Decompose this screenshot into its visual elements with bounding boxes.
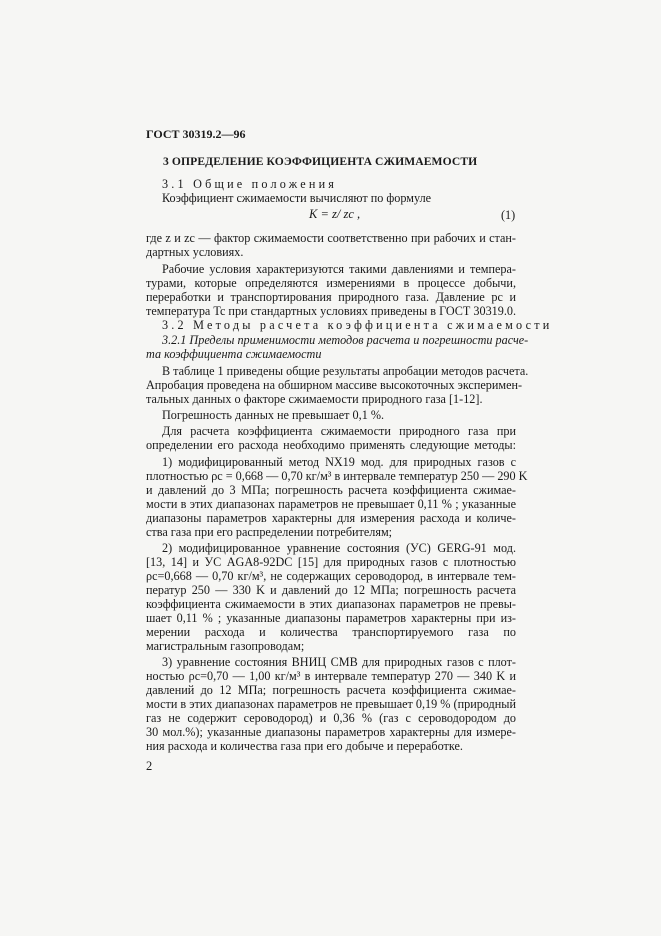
subsection-heading-3-1: 3.1 Общие положения: [162, 177, 338, 191]
paragraph-line: Погрешность данных не превышает 0,1 %.: [162, 408, 385, 422]
list-item-line: шает 0,11 % ; указанные диапазоны параметров характерны при из-: [146, 611, 516, 625]
list-item-line: давлений до 12 МПа; погрешность расчета коэффициента сжимае-: [146, 683, 516, 697]
section-title: 3 ОПРЕДЕЛЕНИЕ КОЭФФИЦИЕНТА СЖИМАЕМОСТИ: [163, 155, 478, 168]
list-item-line: мости в этих диапазонах параметров не превышает 0,19 % (природный: [146, 697, 516, 711]
subsubsection-heading: та коэффициента сжимаемости: [146, 347, 322, 361]
list-item-line: мости в этих диапазонах параметров не превышает 0,11 % ; указанные: [146, 497, 516, 511]
paragraph-line: Рабочие условия характеризуются такими давлениями и темпера-: [162, 262, 516, 276]
subsection-heading-3-2: 3.2 Методы расчета коэффициента сжимаемости: [162, 318, 553, 332]
subsubsection-heading: 3.2.1 Пределы применимости методов расчета и погрешности расче-: [162, 333, 529, 347]
paragraph-line: Апробация проведена на обширном массиве высокоточных эксперимен-: [146, 378, 523, 392]
list-item-line: 2) модифицированное уравнение состояния (УС) GERG-91 мод.: [162, 541, 516, 555]
formula-number: (1): [501, 208, 516, 222]
page-number: 2: [146, 759, 153, 773]
list-item-line: ния расхода и количества газа при его добыче и переработке.: [146, 739, 463, 753]
formula-intro: Коэффициент сжимаемости вычисляют по формуле: [162, 191, 432, 205]
paragraph-line: тальных данных о факторе сжимаемости природного газа [1-12].: [146, 392, 483, 406]
paragraph-line: где z и zc — фактор сжимаемости соответственно при рабочих и стан-: [146, 231, 516, 245]
list-item-line: и давлений до 3 МПа; погрешность расчета коэффициента сжимае-: [146, 483, 516, 497]
document-code: ГОСТ 30319.2—96: [146, 127, 246, 141]
list-item-line: ства газа при его распределении потребителям;: [146, 525, 393, 539]
formula: K = z/ zc ,: [309, 207, 361, 221]
list-item-line: мерении расхода и количества транспортируемого газа по: [146, 625, 516, 639]
list-item-line: ператур 250 — 330 K и давлений до 12 МПа; погрешность расчета: [146, 583, 516, 597]
list-item-line: газ не содержит сероводород) и 0,36 % (газ с сероводородом до: [146, 711, 516, 725]
paragraph-line: переработки и транспортирования природного газа. Давление pc и: [146, 290, 516, 304]
paragraph-line: Для расчета коэффициента сжимаемости природного газа при: [162, 424, 516, 438]
paragraph-line: температура Tc при стандартных условиях приведены в ГОСТ 30319.0.: [146, 304, 517, 318]
paragraph-line: турами, которые определяются измерениями в процессе добычи,: [146, 276, 516, 290]
list-item-line: [13, 14] и УС AGA8-92DC [15] для природных газов с плотностью: [146, 555, 516, 569]
list-item-line: магистральным газопроводам;: [146, 639, 305, 653]
list-item-line: 3) уравнение состояния ВНИЦ СМВ для природных газов с плот-: [162, 655, 516, 669]
list-item-line: 1) модифицированный метод NX19 мод. для природных газов с: [162, 455, 516, 469]
list-item-line: плотностью ρc = 0,668 — 0,70 кг/м³ в интервале температур 250 — 290 K: [146, 469, 528, 483]
paragraph-line: В таблице 1 приведены общие результаты апробации методов расчета.: [162, 364, 529, 378]
paragraph-line: определении его расхода необходимо применять следующие методы:: [146, 438, 516, 452]
list-item-line: коэффициента сжимаемости в этих диапазонах параметров не превы-: [146, 597, 516, 611]
list-item-line: диапазоны параметров характерны для измерения расхода и количе-: [146, 511, 516, 525]
paragraph-line: дартных условиях.: [146, 245, 244, 259]
list-item-line: ρc=0,668 — 0,70 кг/м³, не содержащих сероводород, в интервале тем-: [146, 569, 516, 583]
list-item-line: ностью ρc=0,70 — 1,00 кг/м³ в интервале температур 270 — 340 K и: [146, 669, 516, 683]
list-item-line: 30 мол.%); указанные диапазоны параметров характерны для измере-: [146, 725, 516, 739]
